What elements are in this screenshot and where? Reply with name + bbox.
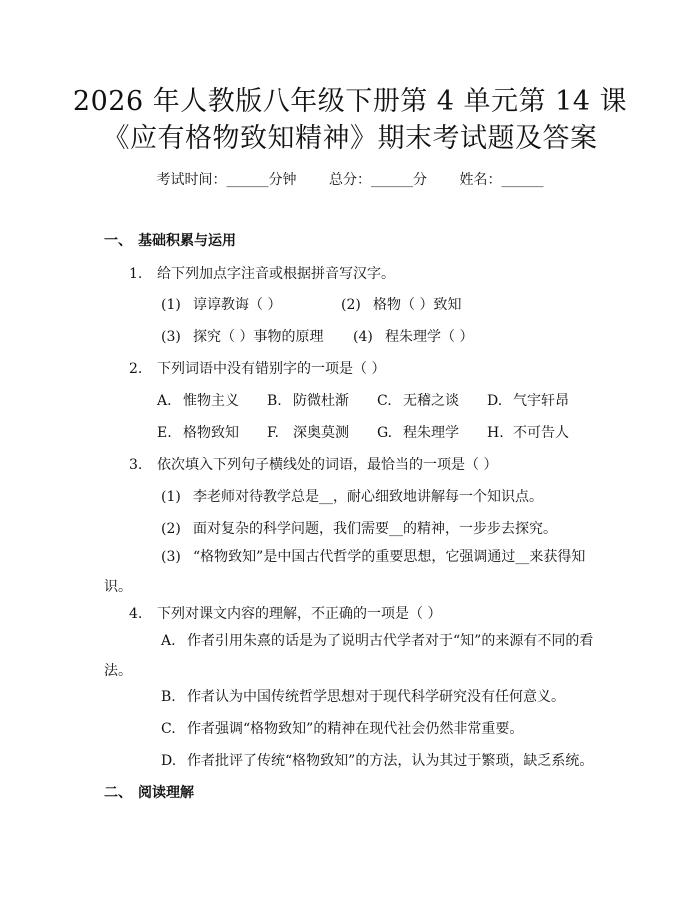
question-number: 1.: [129, 266, 143, 282]
option: [267, 422, 349, 442]
question-1: [129, 263, 395, 283]
sub-item: [161, 294, 281, 314]
option-text: 程朱理学: [403, 425, 459, 441]
section-heading: [104, 230, 236, 250]
document-title-line2: 《应有格物致知精神》期末考试题及答案: [102, 123, 598, 154]
sub-item-wrapped: [104, 542, 604, 602]
option-text: 防微杜渐: [293, 393, 349, 409]
exam-meta: [0, 169, 700, 189]
option-letter: C.: [161, 721, 176, 737]
sub-item-number: (1): [161, 297, 181, 313]
sub-item: [161, 326, 323, 346]
section-number: 二、: [104, 785, 132, 801]
question-stem: 下列词语中没有错别字的一项是（ ）: [157, 361, 386, 377]
sub-item-text: 程朱理学（ ）: [385, 329, 474, 345]
option-text: 作者强调“格物致知”的精神在现代社会仍然非常重要。: [187, 721, 524, 737]
sub-item-number: (2): [341, 297, 361, 313]
option-wrapped: [104, 626, 604, 686]
option: [377, 422, 459, 442]
question-4: [129, 603, 441, 623]
option: [157, 390, 239, 410]
option-text: 作者引用朱熹的话是为了说明古代学者对于“知”的来源有不同的看法。: [104, 633, 594, 679]
option-letter: H.: [487, 425, 504, 441]
option: [487, 390, 569, 410]
question-2: [129, 358, 385, 378]
question-number: 2.: [129, 361, 143, 377]
option-letter: F.: [267, 425, 279, 441]
option-text: 作者认为中国传统哲学思想对于现代科学研究没有任何意义。: [187, 689, 565, 705]
exam-score: 总分：______分: [329, 172, 427, 188]
sub-item: [161, 486, 543, 506]
option-letter: E.: [157, 425, 172, 441]
exam-name: 姓名：______: [459, 172, 544, 188]
sub-item-text: “格物致知”是中国古代哲学的重要思想，它强调通过__来获得知识。: [104, 549, 586, 595]
option-text: 格物致知: [183, 425, 239, 441]
option: [377, 390, 459, 410]
sub-item-number: (3): [161, 329, 181, 345]
option-text: 不可告人: [513, 425, 569, 441]
section-number: 一、: [104, 233, 132, 249]
option-text: 作者批评了传统“格物致知”的方法，认为其过于繁琐，缺乏系统。: [187, 753, 594, 769]
sub-item-number: (1): [161, 489, 181, 505]
option: [161, 686, 565, 706]
question-stem: 给下列加点字注音或根据拼音写汉字。: [157, 266, 395, 282]
option-letter: A.: [161, 633, 176, 649]
option-letter: D.: [161, 753, 177, 769]
sub-item-text: 谆谆教诲（ ）: [193, 297, 282, 313]
sub-item: [353, 326, 473, 346]
option-text: 惟物主义: [183, 393, 239, 409]
option-letter: B.: [161, 689, 176, 705]
option-letter: C.: [377, 393, 392, 409]
section-title: 阅读理解: [138, 785, 194, 801]
option-text: 无稽之谈: [403, 393, 459, 409]
option-letter: A.: [157, 393, 172, 409]
option-letter: D.: [487, 393, 503, 409]
sub-item-number: (3): [161, 549, 181, 565]
question-stem: 依次填入下列句子横线处的词语，最恰当的一项是（ ）: [157, 457, 498, 473]
exam-time: 考试时间：______分钟: [156, 172, 297, 188]
sub-item-text: 李老师对待教学总是__，耐心细致地讲解每一个知识点。: [193, 489, 543, 505]
option-text: 气宇轩昂: [513, 393, 569, 409]
option: [161, 718, 523, 738]
sub-item-number: (2): [161, 521, 181, 537]
sub-item-text: 探究（ ）事物的原理: [193, 329, 324, 345]
option-letter: B.: [267, 393, 282, 409]
option: [161, 750, 593, 770]
option-text: 深奥莫测: [293, 425, 349, 441]
option: [267, 390, 349, 410]
sub-item: [161, 518, 557, 538]
question-number: 3.: [129, 457, 143, 473]
section-heading: [104, 782, 194, 802]
question-number: 4.: [129, 606, 143, 622]
question-stem: 下列对课文内容的理解，不正确的一项是（ ）: [157, 606, 442, 622]
option: [487, 422, 569, 442]
option: [157, 422, 239, 442]
sub-item: [341, 294, 461, 314]
sub-item-number: (4): [353, 329, 373, 345]
sub-item-text: 格物（ ）致知: [373, 297, 462, 313]
option-letter: G.: [377, 425, 393, 441]
question-3: [129, 454, 497, 474]
document-title-line1: 2026 年人教版八年级下册第 4 单元第 14 课: [72, 86, 628, 117]
sub-item-text: 面对复杂的科学问题，我们需要__的精神，一步步去探究。: [193, 521, 557, 537]
section-title: 基础积累与运用: [138, 233, 236, 249]
